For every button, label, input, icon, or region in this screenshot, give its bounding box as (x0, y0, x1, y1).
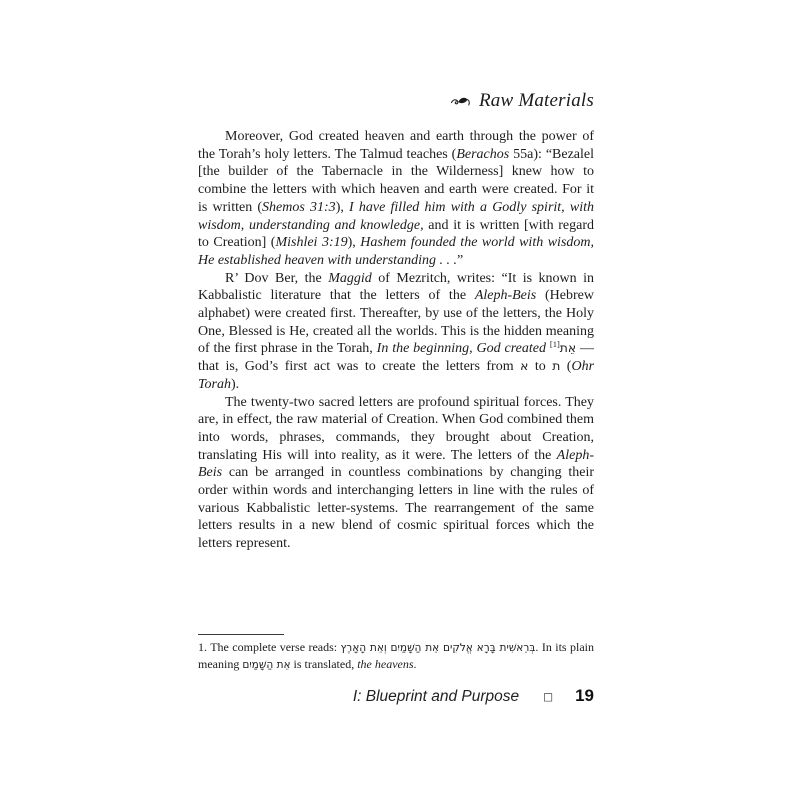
text-run: Shemos 31:3 (262, 199, 336, 215)
text-run: and it is written [with regard to Creation] ( (198, 217, 595, 251)
fleuron-ornament-icon (450, 94, 472, 112)
body-paragraph-2 (198, 270, 594, 394)
text-run: In the beginning, God created (376, 341, 546, 357)
text-run: is translated, (290, 656, 358, 671)
text-run: Mishlei 3:19 (275, 235, 348, 251)
text-run: Ohr Torah (198, 359, 595, 392)
text-run: Maggid (328, 270, 372, 286)
footnote-rule (198, 634, 284, 635)
text-run: Aleph-Beis (474, 288, 537, 304)
text-run: א (520, 359, 529, 374)
text-run: . In its plain meaning (198, 640, 595, 671)
book-page (198, 90, 594, 730)
running-head (450, 90, 594, 112)
text-run: of Mezritch, writes: “It is known in Kabbalistic literature that the letters of the (198, 270, 595, 304)
text-run: [1] (549, 339, 560, 350)
footer-square-separator-icon: □ (543, 691, 554, 703)
page-number: 19 (575, 686, 594, 705)
footnote-text (198, 640, 594, 673)
text-run: I have filled him with a Godly spirit, with wisdom, understanding and knowledge, (198, 199, 594, 233)
text-run: — that is, God’s first act was to create the letters from (198, 341, 594, 375)
text-run: ), (347, 235, 361, 251)
body-paragraph-3 (198, 394, 594, 553)
running-head-title: Raw Materials (478, 90, 594, 111)
body-paragraph-1 (198, 128, 594, 270)
text-run: Moreover, God created heaven and earth through the power of the Torah’s holy letters. The Talmud teaches ( (198, 129, 594, 162)
text-run: Aleph-Beis (198, 447, 594, 481)
page-footer (353, 686, 594, 706)
text-run: The twenty-two sacred letters are profound spiritual forces. They are, in effect, the raw material of Creation. When God combined them into words, phrases, commands, they brought about Creation, translating His will into reality, as it were. The letters of the (198, 394, 594, 463)
text-run: Berachos (456, 146, 510, 162)
text-run: . (413, 656, 417, 671)
body-text (198, 128, 594, 553)
text-run: ת (552, 359, 561, 374)
footnote-block (198, 634, 594, 673)
text-run: can be arranged in countless combinations by changing their order within words and interchanging letters in line with the rules of various Kabbalistic letter-systems. The rearrangement of the same letters results in a new blend of cosmic spiritual forces which the letters represent. (198, 465, 594, 552)
text-run: ” (456, 252, 464, 268)
text-run: אֵת הַשָּׁמַיִם (242, 658, 291, 671)
text-run: 1. The complete verse reads: (198, 640, 341, 654)
text-run: to (528, 359, 553, 375)
text-run: בְּרֵאשִׁית בָּרָא אֱלֹקִים אֵת הַשָּׁמַיִם וְאֵת הָאָרֶץ (340, 642, 536, 654)
text-run: Hashem founded the world with wisdom, He established heaven with understanding . . . (198, 235, 595, 268)
text-run: ( (560, 359, 572, 375)
footer-section-title: I: Blueprint and Purpose (352, 688, 520, 705)
text-run: 55a): “Bezalel [the builder of the Tabernacle in the Wilderness] knew how to combine the letters with which heaven and earth were created. For it is written ( (198, 146, 595, 215)
text-run: ). (230, 376, 240, 392)
text-run: אֵת (559, 341, 577, 356)
text-run: R’ Dov Ber, the (225, 270, 329, 286)
text-run: (Hebrew alphabet) were created first. Thereafter, by use of the letters, the Holy One, Blessed is He, created all the worlds. This is the hidden meaning of the first phrase in the Torah, (198, 288, 594, 357)
text-run: ), (335, 199, 350, 215)
text-run: the heavens (357, 656, 414, 671)
